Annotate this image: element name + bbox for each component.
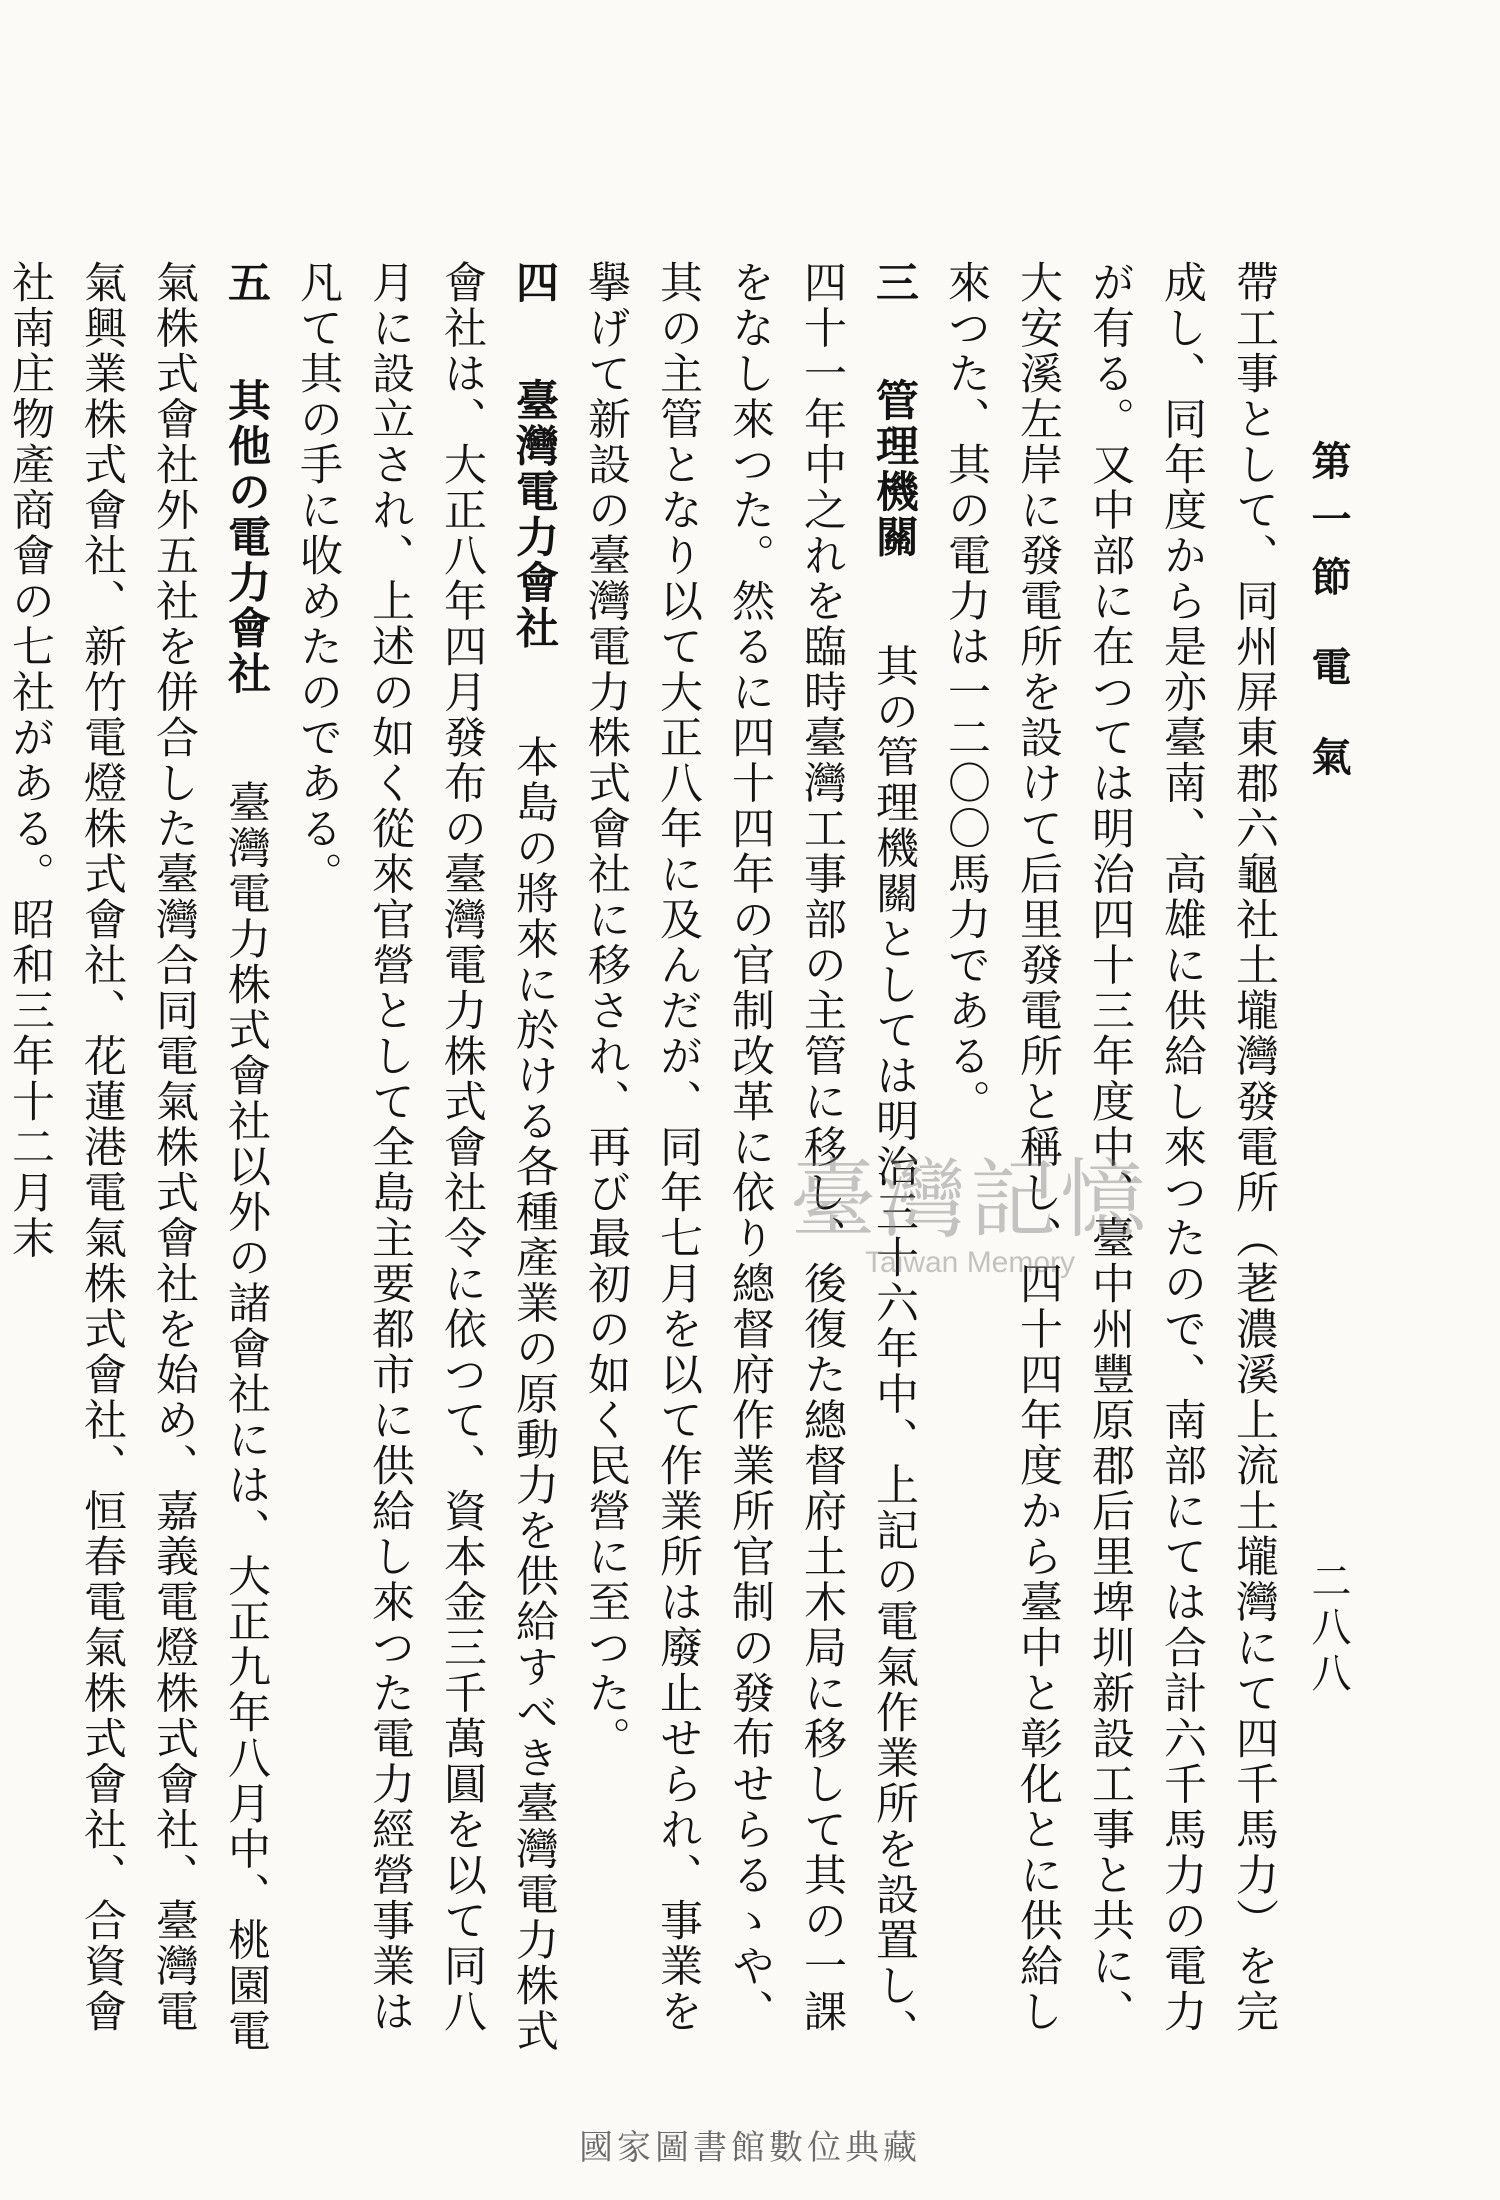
section-5-text: 臺灣電力株式會社以外の諸會社には、大正九年八月中、桃園電氣株式會社外五社を併合した臺灣合同電氣株式會社を始め、嘉義電燈株式會社、臺灣電氣興業株式會社、新竹電燈株式會社、花蓮港電氣株式會社、恒春電氣株式會社、合資會社南庄物產商會の七社がある。昭和三年十二月末 [5, 260, 271, 2054]
footer-archive-label: 國家圖書館數位典藏 [579, 2128, 921, 2168]
section-3-title: 管理機關 [869, 377, 919, 560]
section-3-number: 三 [869, 260, 919, 306]
section-4-text: 本島の將來に於ける各種產業の原動力を供給すべき臺灣電力株式會社は、大正八年四月發布の臺灣電力株式會社令に依つて、資本金三千萬圓を以て同八月に設立され、上述の如く從來官營として全島主要都市に供給し來つた電力經營事業は凡て其の手に收めたのである。 [293, 260, 559, 2054]
paragraph-text-a: 帶工事として、同州屏東郡六龜社土壠灣發電所（荖濃溪上流土壠灣にて四千馬力）を完成し、同年度から是亦臺南、高雄に供給し來つたので、南部にては合計六千馬力の電力が有る。又中部に在つては明治四十三年度中、臺中州豐原郡后里埤圳新設工事と共に、大安溪左岸に發電所を設けて后里發電所と稱し、四十四 [1013, 260, 1279, 2035]
watermark-sub: Taiwan Memory [864, 1246, 1076, 1279]
section-4-number: 四 [509, 260, 559, 306]
section-5-number: 五 [221, 260, 271, 306]
section-4 [282, 260, 570, 2060]
paragraph-text-b: 年度から臺中と彰化とに供給し來つた、其の電力は一二〇〇馬力である。 [941, 260, 1063, 2035]
watermark-main: 臺灣記憶 [790, 1150, 1150, 1250]
section-4-title: 臺灣電力會社 [509, 377, 559, 651]
section-5-title: 其他の電力會社 [221, 377, 271, 696]
section-5 [0, 260, 282, 2060]
running-header-title: 第一節 電 氣 [1305, 440, 1352, 794]
section-3-text: 其の管理機關としては明治三十六年中、上記の電氣作業所を設置し、四十一年中之れを臨時臺灣工事部の主管に移し、後復た總督府土木局に移して其の一課をなし來つた。然るに四十四年の官制改革に依り總督府作業所官制の發布せらるゝや、其の主管となり以て大正八年に及んだが、同年七月を以て作業所は廢止せられ、事業を擧げて新設の臺灣電力株式會社に移され、再び最初の如く民營に至つた。 [581, 260, 919, 2054]
page-number: 二八八 [1305, 1560, 1351, 1698]
watermark [760, 1130, 1180, 1280]
